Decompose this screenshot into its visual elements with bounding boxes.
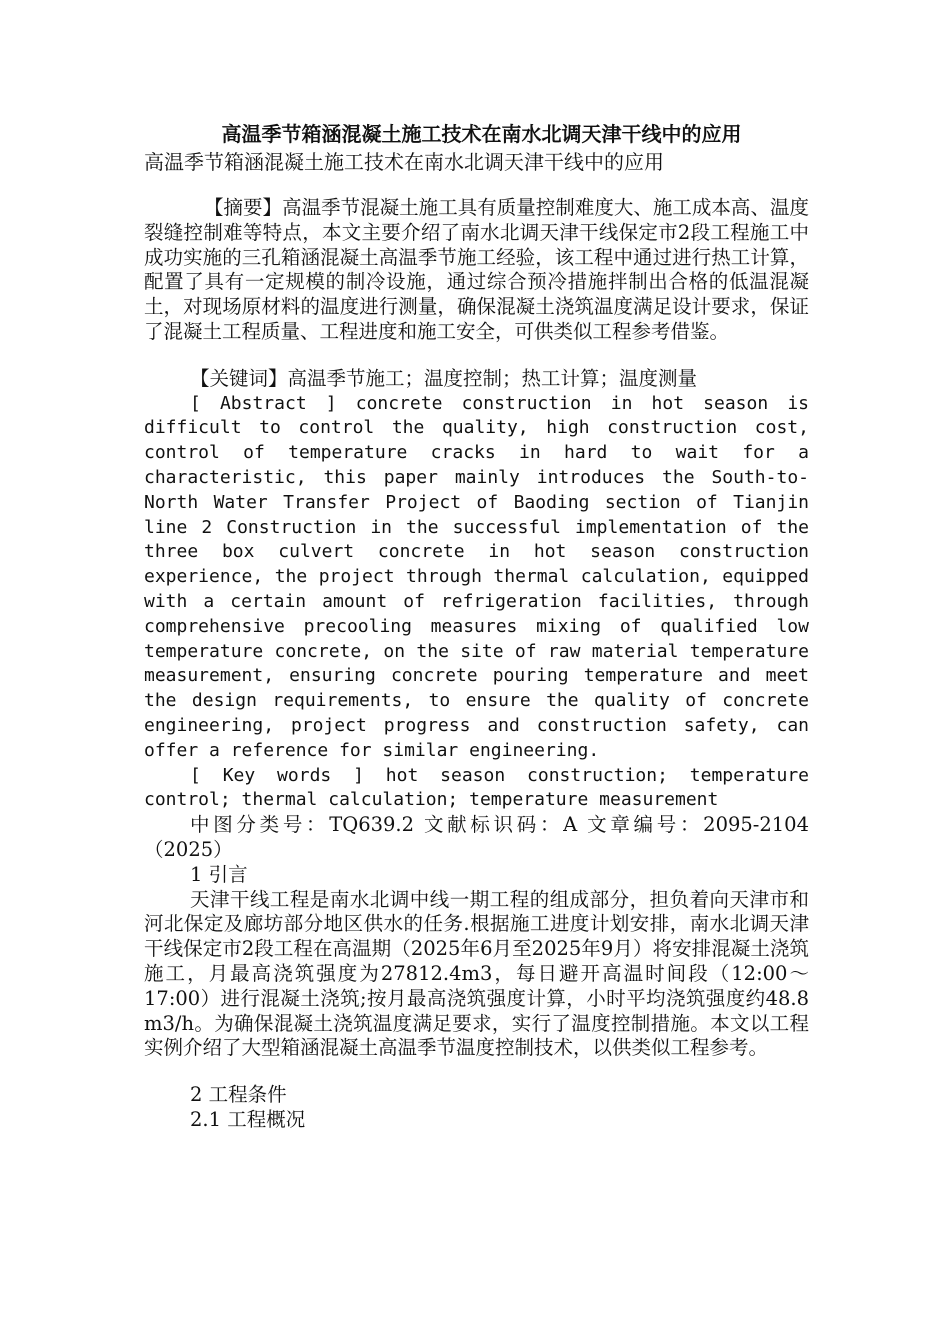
section-2-1-heading: 2.1 工程概况 — [190, 1107, 306, 1131]
document-subtitle: 高温季节箱涵混凝土施工技术在南水北调天津干线中的应用 — [144, 150, 664, 174]
section-2-heading: 2 工程条件 — [190, 1083, 287, 1107]
section-1-body: 天津干线工程是南水北调中线一期工程的组成部分，担负着向天津市和河北保定及廊坊部分地区供水的任务.根据施工进度计划安排，南水北调天津干线保定市2段工程在高温期（2025年6月至2025年9月）将安排混凝土浇筑施工，月最高浇筑强度为27812.4m3，每日避开高温时间段（12:00～17:00）进行混凝土浇筑;按月最高浇筑强度计算，小时平均浇筑强度约48.8 m3/h。为确保混凝土浇筑温度满足要求，实行了温度控制措施。本文以工程实例介绍了大型箱涵混凝土高温季节温度控制技术，以供类似工程参考。 — [144, 887, 809, 1060]
section-1-heading: 1 引言 — [190, 862, 248, 886]
keywords-english: [ Key words ] hot season construction; temperature control; thermal calculation; temperature measurement — [144, 764, 809, 811]
abstract-english: [ Abstract ] concrete construction in hot season is difficult to control the quality, high construction cost, control of temperature cracks in hard to wait for a characteristic, this paper mainly introduces the South-to-North Water Transfer Project of Baoding section of Tianjin line 2 Construction in the successful implementation of the three box culvert concrete in hot season construction experience, the project through thermal calculation, equipped with a certain amount of refrigeration facilities, through comprehensive precooling measures mixing of qualified low temperature concrete, on the site of raw material temperature measurement, ensuring concrete pouring temperature and meet the design requirements, to ensure the quality of concrete engineering, project progress and construction safety, can offer a reference for similar engineering. — [144, 392, 809, 761]
classification-info: 中图分类号：TQ639.2 文献标识码：A 文章编号：2095-2104（2025） — [144, 813, 809, 861]
abstract-chinese: 【摘要】高温季节混凝土施工具有质量控制难度大、施工成本高、温度裂缝控制难等特点，本文主要介绍了南水北调天津干线保定市2段工程施工中成功实施的三孔箱涵混凝土高温季节施工经验，该工程中通过进行热工计算，配置了具有一定规模的制冷设施，通过综合预冷措施拌制出合格的低温混凝土，对现场原材料的温度进行测量，确保混凝土浇筑温度满足设计要求，保证了混凝土工程质量、工程进度和施工安全，可供类似工程参考借鉴。 — [144, 196, 809, 343]
document-page — [144, 120, 809, 1133]
spacer — [144, 1061, 809, 1083]
document-title: 高温季节箱涵混凝土施工技术在南水北调天津干线中的应用 — [221, 122, 742, 146]
spacer — [144, 345, 809, 367]
keywords-chinese: 【关键词】高温季节施工；温度控制；热工计算；温度测量 — [190, 366, 698, 390]
